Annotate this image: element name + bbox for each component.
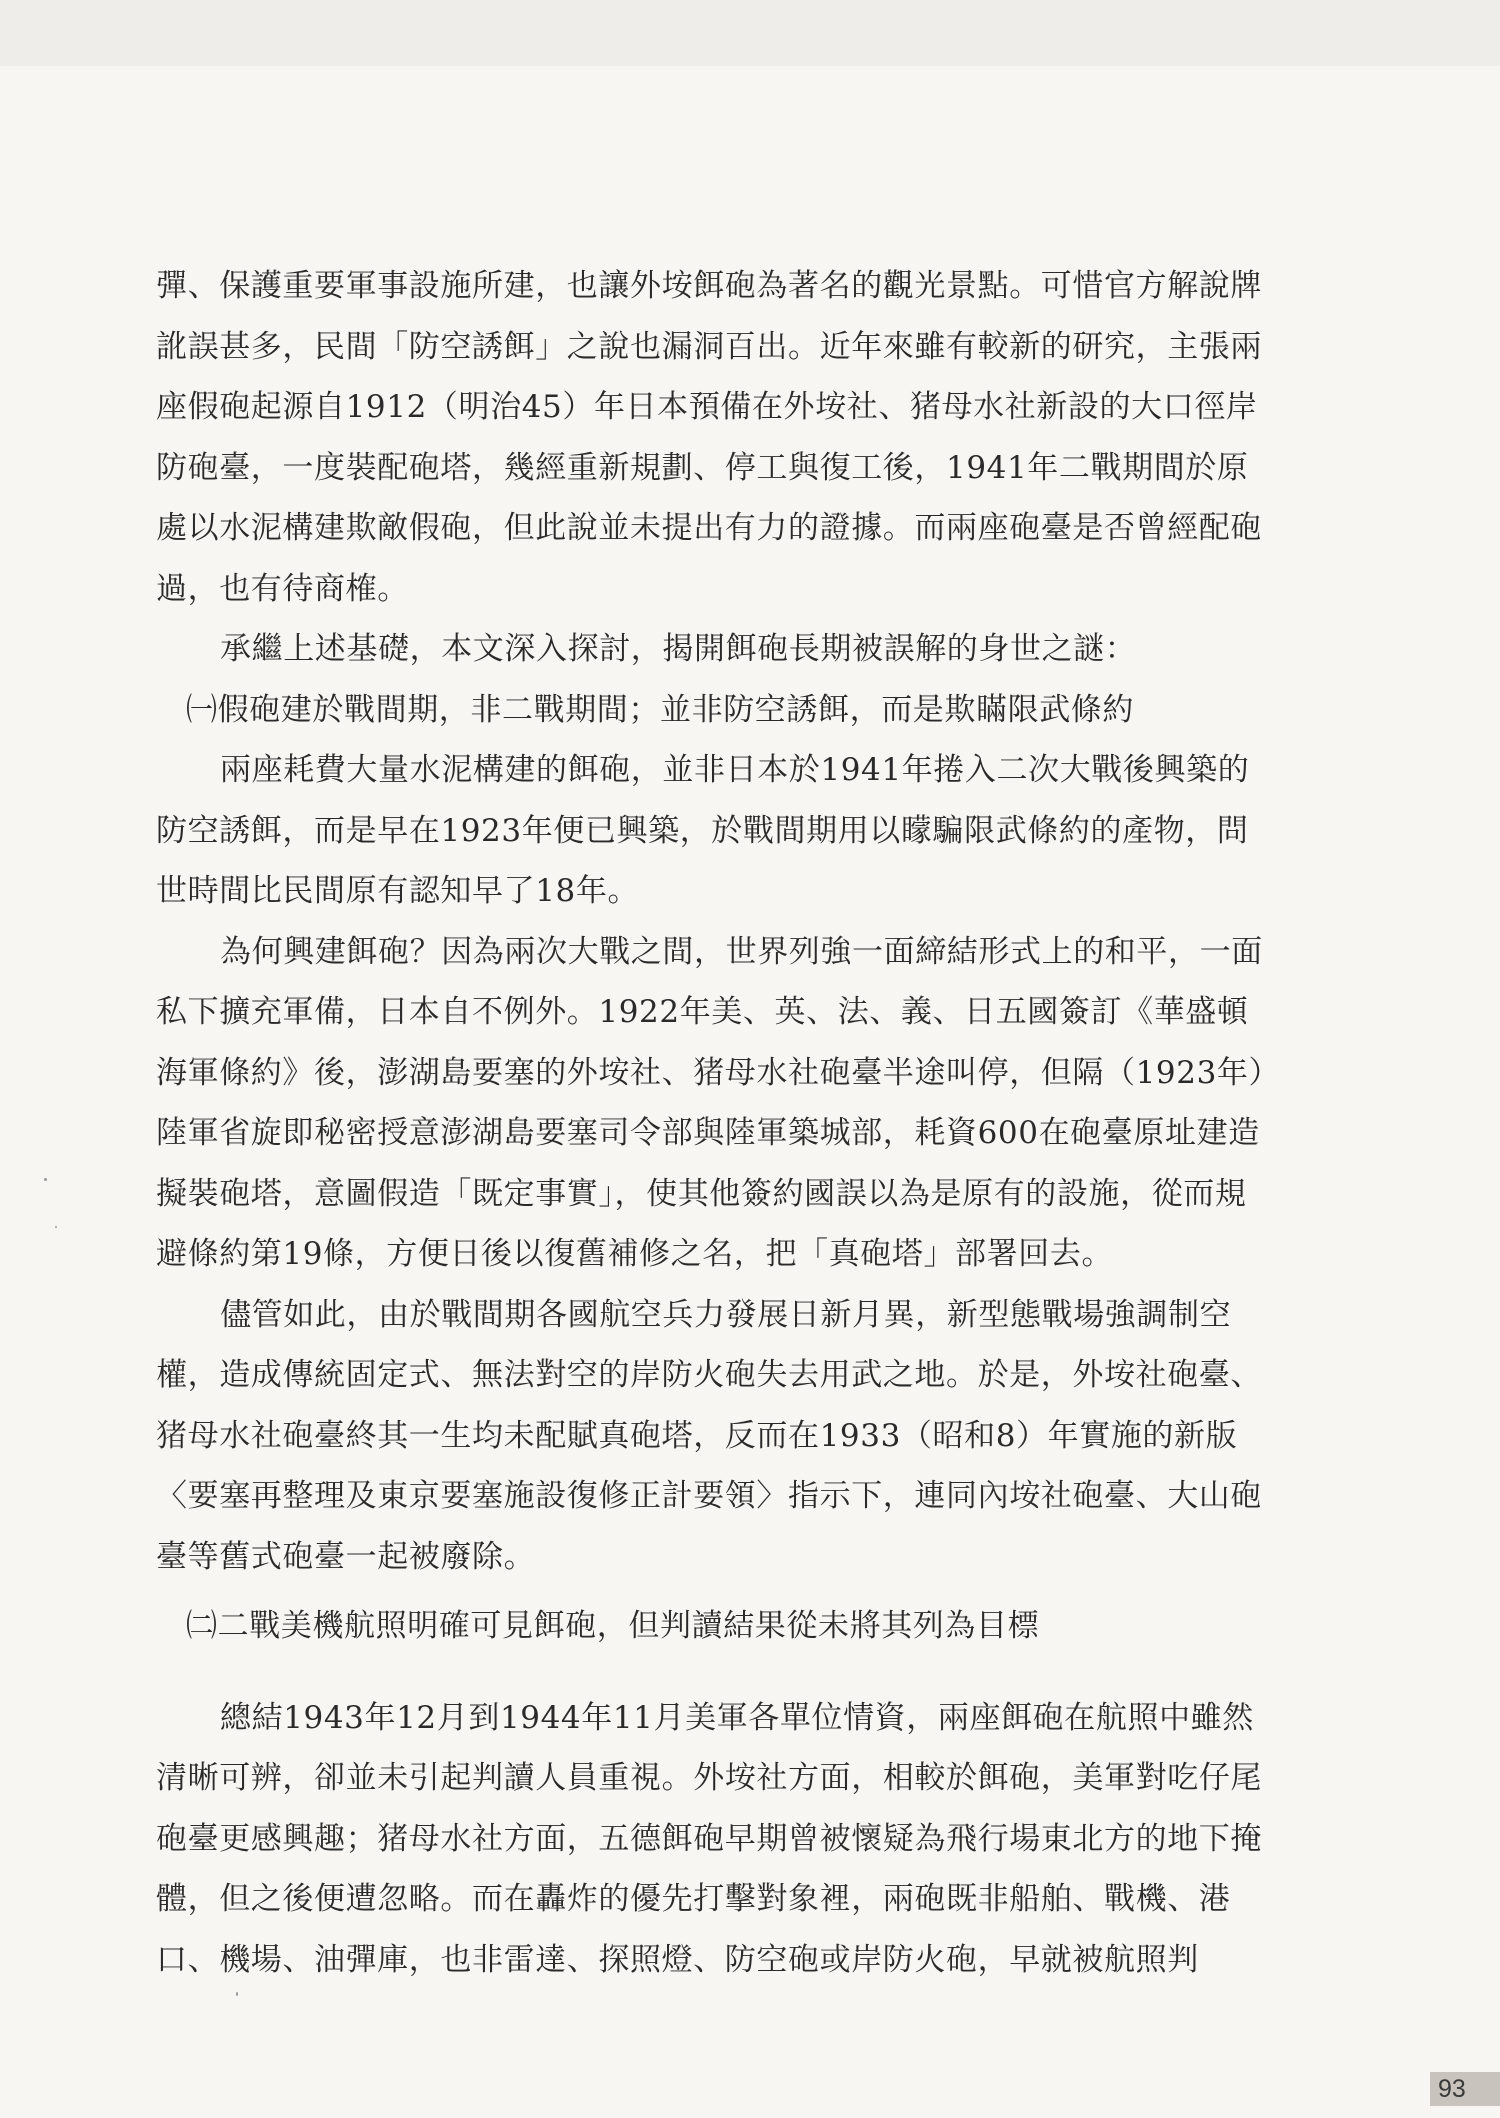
paragraph-6: 總結1943年12月到1944年11月美軍各單位情資，兩座餌砲在航照中雖然清晰可辨，卻並未引起判讀人員重視。外垵社方面，相較於餌砲，美軍對吃仔尾砲臺更感興趣；猪母水社方面，五德餌砲早期曾被懷疑為飛行場東北方的地下掩體，但之後便遭忽略。而在轟炸的優先打擊對象裡，兩砲既非船舶、戰機、港口、機場、油彈庫，也非雷達、探照燈、防空砲或岸防火砲，早就被航照判 (156, 1699, 1262, 1978)
page-number: 93 (1430, 2072, 1500, 2106)
paragraph-4: 為何興建餌砲？因為兩次大戰之間，世界列強一面締結形式上的和平，一面私下擴充軍備，日本自不例外。1922年美、英、法、義、日五國簽訂《華盛頓海軍條約》後，澎湖島要塞的外垵社、猪母水社砲臺半途叫停，但隔（1923年）陸軍省旋即秘密授意澎湖島要塞司令部與陸軍築城部，耗資600在砲臺原址建造擬裝砲塔，意圖假造「既定事實」，使其他簽約國誤以為是原有的設施，從而規避條約第19條，方便日後以復舊補修之名，把「真砲塔」部署回去。 (156, 933, 1265, 1272)
section-heading-2: ㈡二戰美機航照明確可見餌砲，但判讀結果從未將其列為目標 (186, 1608, 1040, 1644)
section-heading-1: ㈠假砲建於戰間期，非二戰期間；並非防空誘餌，而是欺瞞限武條約 (186, 691, 1134, 728)
page-body-upper (156, 256, 1276, 1587)
scan-top-margin (0, 0, 1500, 66)
scan-speck (236, 1992, 238, 1996)
paragraph-1: 彈、保護重要軍事設施所建，也讓外垵餌砲為著名的觀光景點。可惜官方解說牌訛誤甚多，民間「防空誘餌」之說也漏洞百出。近年來雖有較新的研究，主張兩座假砲起源自1912（明治45）年日本預備在外垵社、猪母水社新設的大口徑岸防砲臺，一度裝配砲塔，幾經重新規劃、停工與復工後，1941年二戰期間於原處以水泥構建欺敵假砲，但此說並未提出有力的證據。而兩座砲臺是否曾經配砲過，也有待商榷。 (156, 268, 1262, 607)
paragraph-3: 兩座耗費大量水泥構建的餌砲，並非日本於1941年捲入二次大戰後興築的防空誘餌，而是早在1923年便已興築，於戰間期用以矇騙限武條約的產物，問世時間比民間原有認知早了18年。 (156, 752, 1250, 909)
paragraph-5: 儘管如此，由於戰間期各國航空兵力發展日新月異，新型態戰場強調制空權，造成傳統固定式、無法對空的岸防火砲失去用武之地。於是，外垵社砲臺、猪母水社砲臺終其一生均未配賦真砲塔，反而在1933（昭和8）年實施的新版〈要塞再整理及東京要塞施設復修正計要領〉指示下，連同內垵社砲臺、大山砲臺等舊式砲臺一起被廢除。 (156, 1296, 1262, 1575)
scan-speck (44, 1178, 47, 1181)
scan-speck (55, 1226, 57, 1228)
paragraph-2: 承繼上述基礎，本文深入探討，揭開餌砲長期被誤解的身世之謎： (220, 631, 1137, 667)
page-body-lower (156, 1596, 1276, 2021)
